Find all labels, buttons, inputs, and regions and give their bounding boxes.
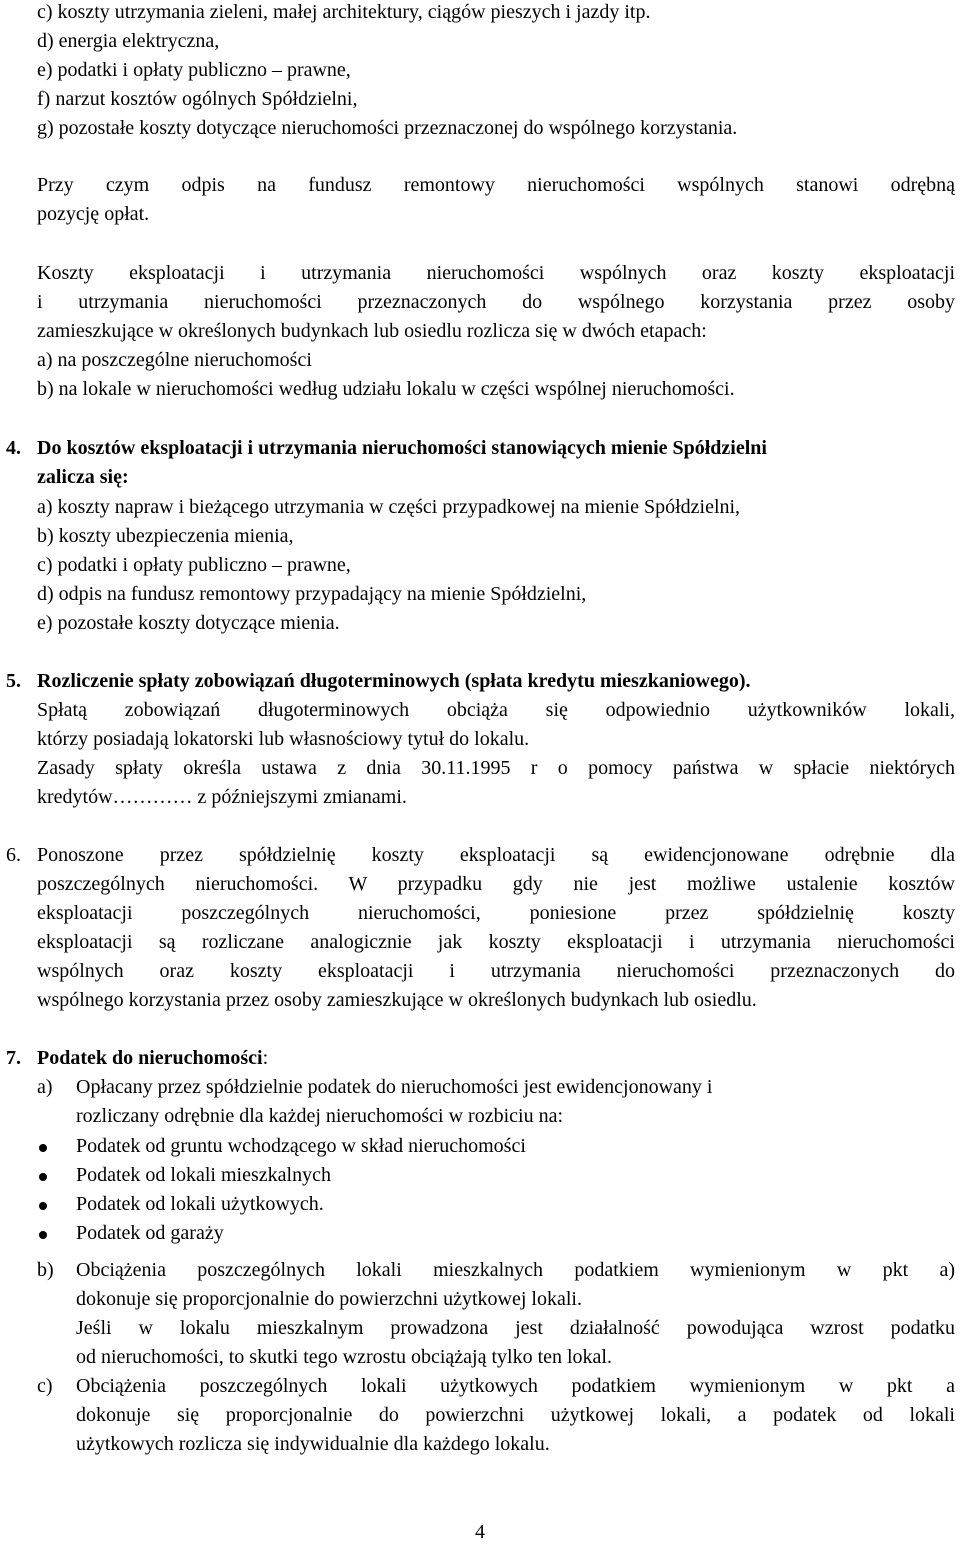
section-heading: zalicza się: <box>37 466 129 488</box>
bullet-icon <box>39 1173 47 1181</box>
fund-note-line: pozycję opłat. <box>37 203 150 225</box>
costs-para-line: Koszty eksploatacji i utrzymania nieruchomości wspólnych oraz koszty eksploatacji <box>37 262 955 284</box>
paragraph-line: którzy posiadają lokatorski lub własnościowy tytuł do lokalu. <box>37 728 530 750</box>
section-heading: Rozliczenie spłaty zobowiązań długoterminowych (spłata kredytu mieszkaniowego). <box>37 670 751 692</box>
paragraph-line: wspólnego korzystania przez osoby zamieszkujące w określonych budynkach lub osiedlu. <box>37 989 757 1011</box>
list-item-f: f) narzut kosztów ogólnych Spółdzielni, <box>37 88 358 110</box>
bullet-item: Podatek od gruntu wchodzącego w skład nieruchomości <box>76 1135 526 1157</box>
section-number: 4. <box>6 437 21 459</box>
page-number: 4 <box>475 1521 485 1543</box>
list-item-d: d) energia elektryczna, <box>37 30 220 52</box>
costs-para-line: zamieszkujące w określonych budynkach lub osiedlu rozlicza się w dwóch etapach: <box>37 320 707 342</box>
paragraph-line: dokonuje się proporcjonalnie do powierzchni użytkowej lokali, a podatek od lokali <box>76 1404 955 1426</box>
paragraph-line: Opłacany przez spółdzielnie podatek do nieruchomości jest ewidencjonowany i <box>76 1076 713 1098</box>
paragraph-line: poszczególnych nieruchomości. W przypadku gdy nie jest możliwe ustalenie kosztów <box>37 873 955 895</box>
bullet-item: Podatek od garaży <box>76 1222 224 1244</box>
paragraph-line: eksploatacji są rozliczane analogicznie jak koszty eksploatacji i utrzymania nieruchomości <box>37 931 955 953</box>
bullet-icon <box>39 1144 47 1152</box>
paragraph-line: Ponoszone przez spółdzielnię koszty eksploatacji są ewidencjonowane odrębnie dla <box>37 844 955 866</box>
paragraph-line: Spłatą zobowiązań długoterminowych obciąża się odpowiednio użytkowników lokali, <box>37 699 955 721</box>
section-number: 6. <box>6 844 21 866</box>
paragraph-line: kredytów………… z późniejszymi zmianami. <box>37 786 407 808</box>
bullet-icon <box>39 1231 47 1239</box>
costs-para-line: b) na lokale w nieruchomości według udziału lokalu w części wspólnej nieruchomości. <box>37 378 735 400</box>
list-item-g: g) pozostałe koszty dotyczące nieruchomości przeznaczonej do wspólnego korzystania. <box>37 117 738 139</box>
item-label-b: b) <box>37 1259 54 1281</box>
section-heading-suffix: : <box>262 1047 269 1069</box>
paragraph-line: eksploatacji poszczególnych nieruchomości, poniesione przez spółdzielnię koszty <box>37 902 955 924</box>
list-item: b) koszty ubezpieczenia mienia, <box>37 525 294 547</box>
item-label-c: c) <box>37 1375 53 1397</box>
fund-note-line: Przy czym odpis na fundusz remontowy nieruchomości wspólnych stanowi odrębną <box>37 174 955 196</box>
paragraph-line: wspólnych oraz koszty eksploatacji i utrzymania nieruchomości przeznaczonych do <box>37 960 955 982</box>
section-heading <box>37 1046 268 1070</box>
list-item: e) pozostałe koszty dotyczące mienia. <box>37 612 340 634</box>
costs-para-line: a) na poszczególne nieruchomości <box>37 349 312 371</box>
paragraph-line: rozliczany odrębnie dla każdej nieruchomości w rozbiciu na: <box>76 1105 564 1127</box>
paragraph-line: użytkowych rozlicza się indywidualnie dla każdego lokalu. <box>76 1433 550 1455</box>
list-item: d) odpis na fundusz remontowy przypadający na mienie Spółdzielni, <box>37 583 587 605</box>
paragraph-line: Zasady spłaty określa ustawa z dnia 30.11.1995 r o pomocy państwa w spłacie niektórych <box>37 757 955 779</box>
list-item-c: c) koszty utrzymania zieleni, małej architektury, ciągów pieszych i jazdy itp. <box>37 1 651 23</box>
bullet-item: Podatek od lokali mieszkalnych <box>76 1164 331 1186</box>
section-number: 7. <box>6 1047 21 1069</box>
paragraph-line: dokonuje się proporcjonalnie do powierzchni użytkowej lokali. <box>76 1288 582 1310</box>
list-item-e: e) podatki i opłaty publiczno – prawne, <box>37 59 351 81</box>
list-item: a) koszty napraw i bieżącego utrzymania w części przypadkowej na mienie Spółdzielni, <box>37 496 741 518</box>
list-item: c) podatki i opłaty publiczno – prawne, <box>37 554 351 576</box>
bullet-icon <box>39 1202 47 1210</box>
section-number: 5. <box>6 670 21 692</box>
paragraph-line: Jeśli w lokalu mieszkalnym prowadzona jest działalność powodująca wzrost podatku <box>76 1317 955 1339</box>
item-label-a: a) <box>37 1076 53 1098</box>
section-heading-text: Podatek do nieruchomości <box>37 1047 263 1069</box>
costs-para-line: i utrzymania nieruchomości przeznaczonych do wspólnego korzystania przez osoby <box>37 291 955 313</box>
paragraph-line: od nieruchomości, to skutki tego wzrostu obciążają tylko ten lokal. <box>76 1346 612 1368</box>
bullet-item: Podatek od lokali użytkowych. <box>76 1193 324 1215</box>
section-heading: Do kosztów eksploatacji i utrzymania nieruchomości stanowiących mienie Spółdzielni <box>37 437 767 459</box>
paragraph-line: Obciążenia poszczególnych lokali użytkowych podatkiem wymienionym w pkt a <box>76 1375 955 1397</box>
paragraph-line: Obciążenia poszczególnych lokali mieszkalnych podatkiem wymienionym w pkt a) <box>76 1259 955 1281</box>
